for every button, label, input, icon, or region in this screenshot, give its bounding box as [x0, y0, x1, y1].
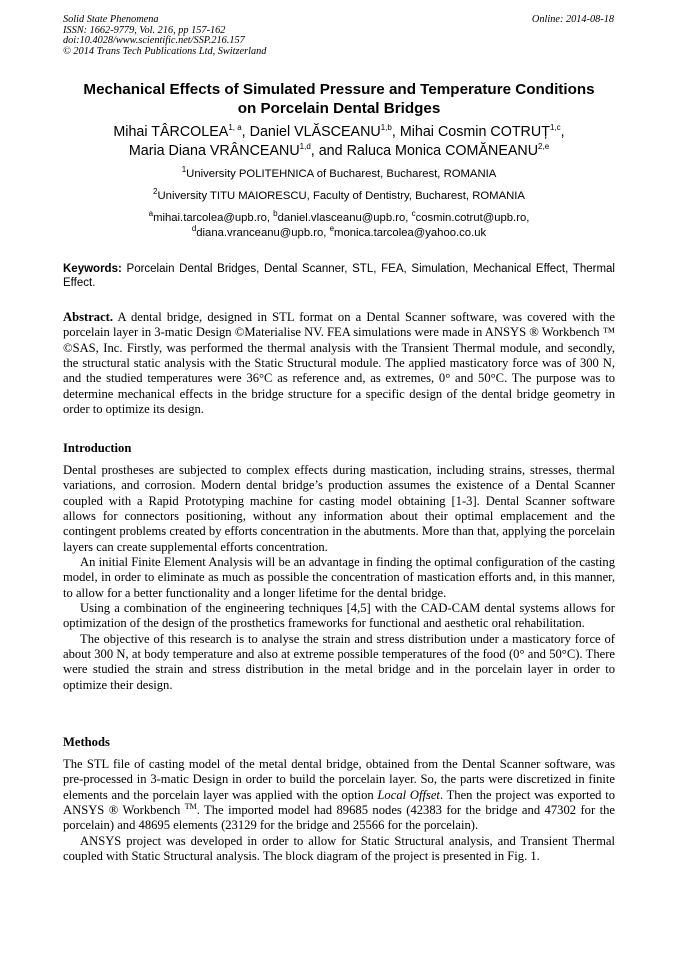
author-sup: 1,c: [549, 123, 561, 133]
author-name: Mihai TÂRCOLEA: [113, 124, 229, 140]
title-line-2: on Porcelain Dental Bridges: [237, 100, 441, 117]
text-run-italic: Local Offset: [377, 787, 440, 802]
separator: ,: [560, 124, 565, 140]
author-list: [60, 123, 618, 161]
separator: , and: [310, 143, 347, 159]
affiliation-sup: 2: [153, 187, 158, 197]
section-heading-introduction: Introduction: [63, 441, 132, 455]
email-sup: e: [329, 224, 335, 234]
affiliation-text: University TITU MAIORESCU, Faculty of Dentistry, Bucharest, ROMANIA: [157, 190, 525, 202]
title-line-1: Mechanical Effects of Simulated Pressure and Temperature Conditions: [83, 81, 595, 98]
affiliation-2: [60, 187, 618, 203]
section-heading-methods: Methods: [63, 735, 110, 749]
abstract: [63, 310, 615, 417]
text-run: . The imported model had 89685 nodes (42383 for the bridge and 47302 for the porcelain) and 48695 elements (23129 for the bridge and 25566 for the porcelain).: [63, 803, 615, 833]
methods-body: [63, 757, 615, 864]
paragraph: The objective of this research is to analyse the strain and stress distribution under a masticatory force of about 300 N, at body temperature and also at extreme possible temperatures of the food (0° and 50°C). There were studied the strain and stress distribution in the metal bridge and in the porcelain layer in order to optimize their design.: [63, 631, 615, 692]
online-date: Online: 2014-08-18: [531, 14, 614, 25]
text-run: . Then the project was exported to ANSYS ® Workbench: [63, 787, 615, 818]
author-sup: 1,d: [299, 142, 311, 152]
author-name: Daniel VLĂSCEANU: [249, 124, 381, 140]
email-link[interactable]: monica.tarcolea@yahoo.co.uk: [334, 227, 487, 239]
email-sup: c: [411, 209, 416, 219]
trademark-sup: TM: [184, 801, 197, 811]
email-link[interactable]: daniel.vlasceanu@upb.ro,: [277, 212, 412, 224]
email-link[interactable]: mihai.tarcolea@upb.ro,: [153, 212, 274, 224]
email-link[interactable]: cosmin.cotrut@upb.ro,: [415, 212, 530, 224]
abstract-label: Abstract.: [63, 310, 114, 324]
paragraph: Using a combination of the engineering techniques [4,5] with the CAD-CAM dental systems allows for optimization of the design of the prosthetics frameworks for functional and aesthetic oral rehabilitation.: [63, 601, 615, 631]
email-sup: a: [148, 209, 154, 219]
affiliation-text: University POLITEHNICA of Bucharest, Bucharest, ROMANIA: [186, 168, 497, 180]
doi-line: doi:10.4028/www.scientific.net/SSP.216.157: [63, 35, 245, 47]
abstract-text: A dental bridge, designed in STL format on a Dental Scanner software, was covered with the porcelain layer in 3-matic Design ©Materialise NV. FEA simulations were made in ANSYS ® Workbench ™ ©SAS, Inc. Firstly, was performed the thermal analysis with the Transient Thermal module, and secondly, the structural static analysis with the Static Structural module. The applied masticatory force was of 300 N, and the studied temperatures were 36°C as reference and, as extremes, 0° and 50°C. The purpose was to determine mechanical effects in the bridge structure for a specific design of the dental bridge geometry in order to optimize its design.: [63, 310, 615, 417]
email-sup: b: [273, 209, 278, 219]
author-name: Raluca Monica COMĂNEANU: [346, 143, 539, 159]
journal-name: Solid State Phenomena: [63, 14, 159, 25]
affiliation-1: [60, 165, 618, 181]
email-link[interactable]: diana.vranceanu@upb.ro,: [196, 227, 330, 239]
paragraph: An initial Finite Element Analysis will be an advantage in finding the optimal configuration of the casting model, in order to eliminate as much as possible the concentration of mastication efforts and, in this manner, to allow for a better functionality and a longer lifetime for the dental bridge.: [63, 555, 615, 600]
email-list: [60, 211, 618, 241]
text-run: The STL file of casting model of the metal dental bridge, obtained from the Dental Scanner software, was pre-processed in 3-matic Design in order to build the porcelain layer. So, the parts were discretized in finite elements and the porcelain layer was applied with the option: [63, 757, 615, 802]
author-name: Mihai Cosmin COTRUȚ: [399, 124, 550, 140]
paragraph: [63, 757, 615, 834]
copyright-line: © 2014 Trans Tech Publications Ltd, Switzerland: [63, 46, 267, 58]
issn-line: ISSN: 1662-9779, Vol. 216, pp 157-162: [63, 24, 226, 36]
introduction-body: [63, 463, 615, 693]
author-name: Maria Diana VRÂNCEANU: [128, 143, 300, 159]
keywords-block: [63, 262, 615, 290]
author-sup: 2,e: [538, 142, 550, 152]
paragraph: Dental prostheses are subjected to complex effects during mastication, including strains, stresses, thermal variations, and corrosion. Modern dental bridge’s production assumes the existence of a Dental Scanner coupled with a Rapid Prototyping machine for casting model obtaining [1-3]. Dental Scanner software allows for connectors positioning, without any information about their optimal emplacement and the contingent problems created by efforts concentration in the abutments. More than that, applying the porcelain layers can create supplemental efforts concentration.: [63, 463, 615, 554]
keywords-label: Keywords:: [63, 263, 122, 275]
paragraph: ANSYS project was developed in order to allow for Static Structural analysis, and Transient Thermal coupled with Static Structural analysis. The block diagram of the project is presented in Fig. 1.: [63, 833, 615, 864]
affiliation-sup: 1: [181, 165, 187, 175]
email-sup: d: [191, 224, 197, 234]
separator: ,: [391, 124, 400, 140]
journal-header: [63, 15, 266, 58]
keywords-text: Porcelain Dental Bridges, Dental Scanner, STL, FEA, Simulation, Mechanical Effect, Thermal Effect.: [63, 263, 615, 289]
separator: ,: [241, 124, 250, 140]
author-sup: 1, a: [228, 123, 242, 133]
author-sup: 1,b: [380, 123, 392, 133]
paper-title: [60, 80, 618, 118]
